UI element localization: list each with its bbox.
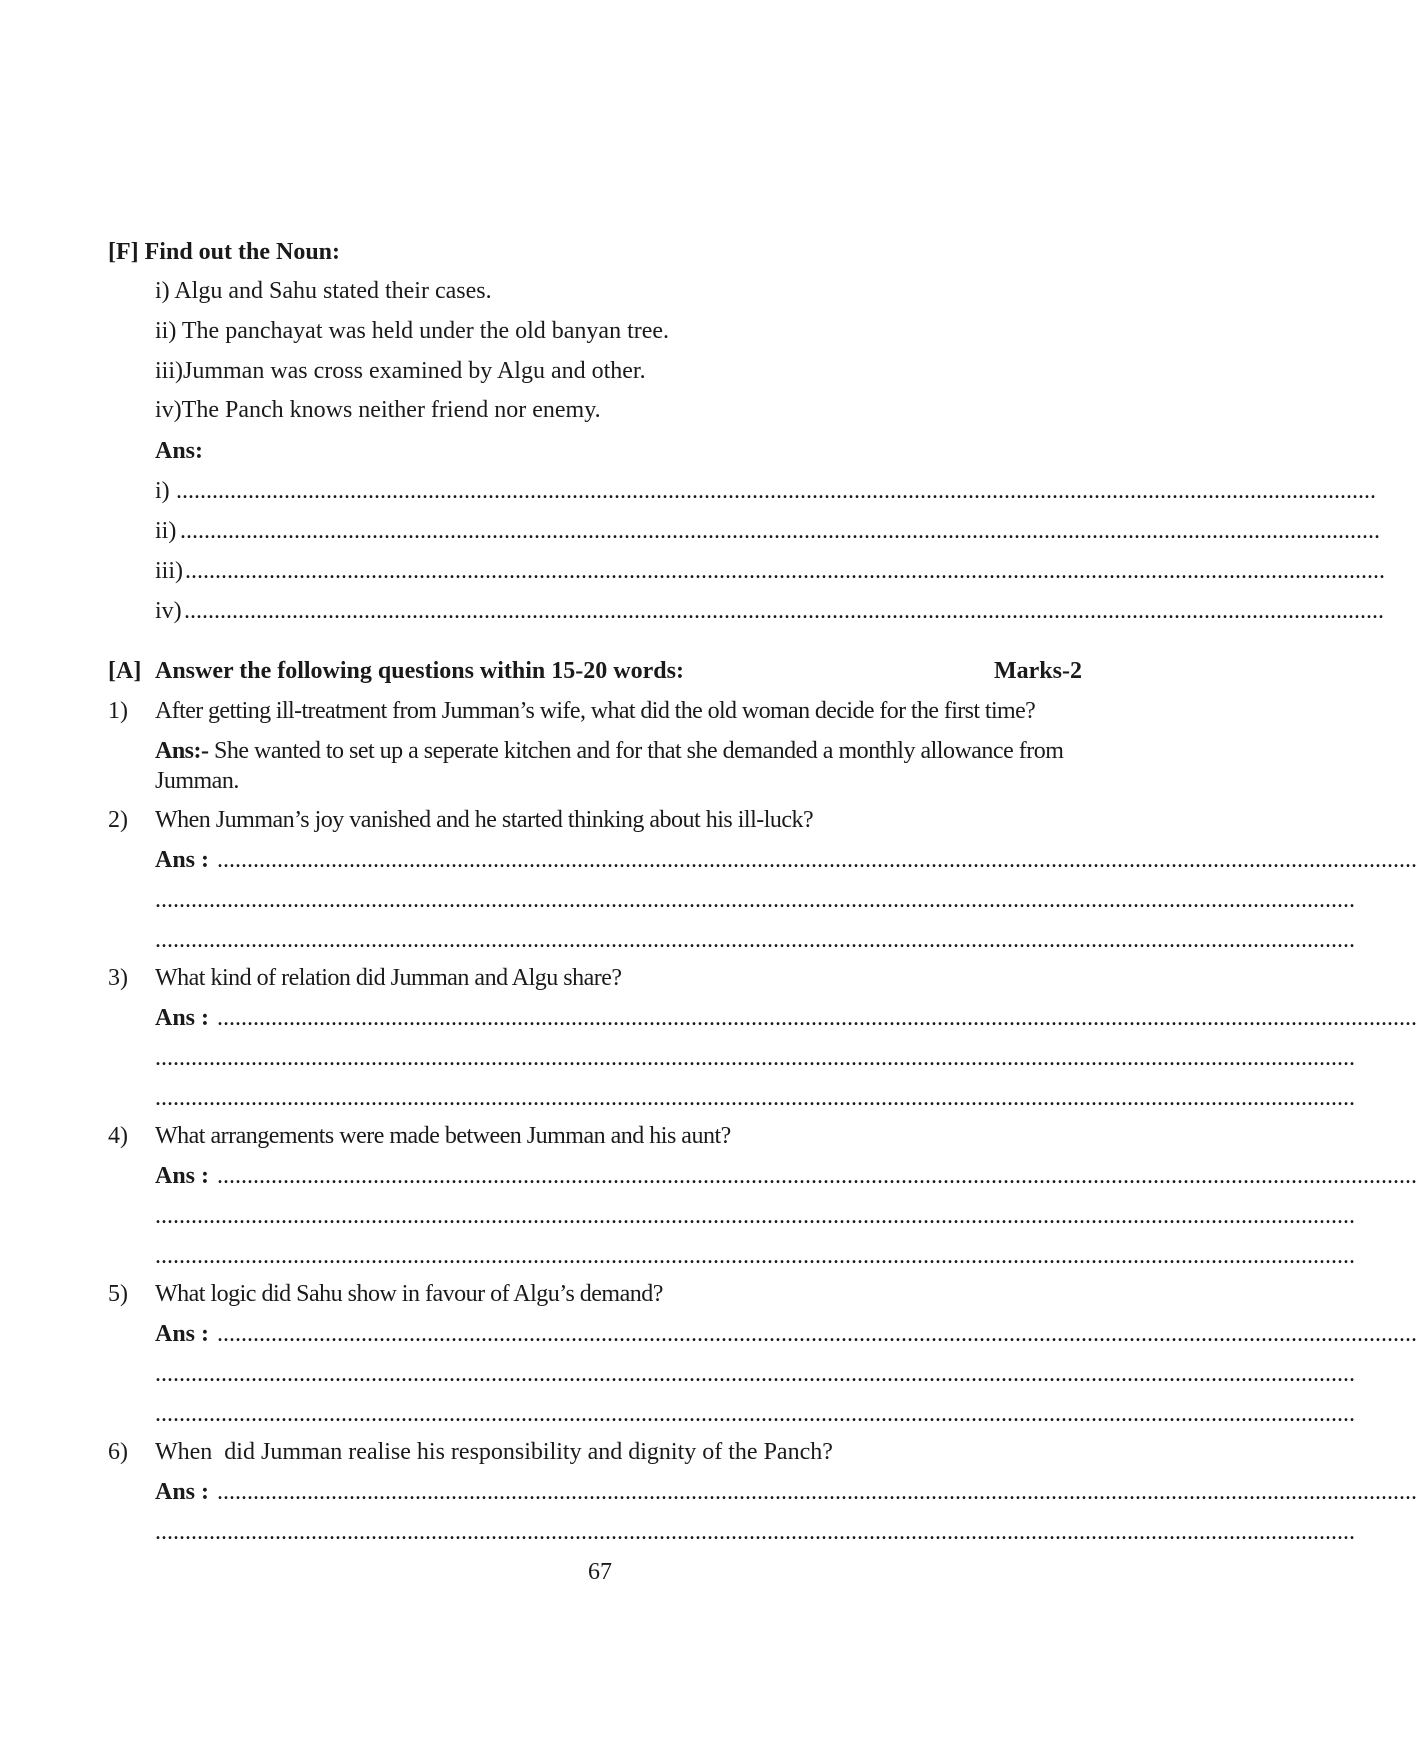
answer-prefix: ii): [155, 518, 177, 544]
answer-blank-line[interactable]: ........................................................................................................................................................................................................: [217, 1321, 1417, 1347]
answer-blank-line[interactable]: ........................................................................................................................................................................................................: [155, 1203, 1355, 1229]
ans-label: Ans :: [155, 1163, 210, 1189]
answer-blank-line[interactable]: ........................................................................................................................................................................................................: [155, 1085, 1355, 1111]
question-text: When did Jumman realise his responsibility and dignity of the Panch?: [155, 1439, 833, 1465]
answer-blank-line[interactable]: ........................................................................................................................................................................................................: [217, 847, 1417, 873]
ans-label: Ans:-: [155, 738, 209, 764]
section-f-heading: [F] Find out the Noun:: [108, 239, 341, 265]
answer-blank-line[interactable]: ........................................................................................................................................................................................................: [155, 1401, 1355, 1427]
answer-blank-line[interactable]: ........................................................................................................................................................................................................: [155, 887, 1355, 913]
answer-blank-line[interactable]: ........................................................................................................................................................................................................: [217, 1163, 1417, 1189]
answer-prefix: iii): [155, 558, 183, 584]
ans-label: Ans :: [155, 1479, 210, 1505]
ans-label: Ans :: [155, 1321, 210, 1347]
answer-line: She wanted to set up a seperate kitchen and for that she demanded a monthly allowance from: [208, 738, 1064, 764]
answer-blank-line[interactable]: ........................................................................................................................................................................................................: [155, 1243, 1355, 1269]
question-text: After getting ill-treatment from Jumman’s wife, what did the old woman decide for the first time?: [155, 698, 1036, 724]
section-a-label: [A]: [108, 658, 142, 684]
question-number: 3): [108, 965, 128, 991]
question-text: What arrangements were made between Jumman and his aunt?: [155, 1123, 731, 1149]
answer-blank-line[interactable]: ........................................................................................................................................................................................................: [184, 598, 1384, 624]
answer-blank-line[interactable]: ........................................................................................................................................................................................................: [217, 1479, 1417, 1505]
answer-blank-line[interactable]: ........................................................................................................................................................................................................: [155, 1045, 1355, 1071]
question-text: What kind of relation did Jumman and Algu share?: [155, 965, 622, 991]
question-number: 6): [108, 1439, 128, 1465]
answer-blank-line[interactable]: ........................................................................................................................................................................................................: [176, 478, 1376, 504]
section-a-heading: Answer the following questions within 15-20 words:: [155, 658, 684, 684]
answer-blank-line[interactable]: ........................................................................................................................................................................................................: [155, 1361, 1355, 1387]
answer-blank-line[interactable]: ........................................................................................................................................................................................................: [155, 1519, 1355, 1545]
answer-blank-line[interactable]: ........................................................................................................................................................................................................: [217, 1005, 1417, 1031]
answer-blank-line[interactable]: ........................................................................................................................................................................................................: [180, 518, 1380, 544]
noun-item: iv)The Panch knows neither friend nor enemy.: [155, 397, 601, 423]
question-number: 5): [108, 1281, 128, 1307]
question-number: 1): [108, 698, 128, 724]
noun-item: iii)Jumman was cross examined by Algu and other.: [155, 358, 646, 384]
noun-item: ii) The panchayat was held under the old banyan tree.: [155, 318, 670, 344]
answer-blank-line[interactable]: ........................................................................................................................................................................................................: [155, 927, 1355, 953]
answer-text: [155, 736, 1063, 766]
ans-label: Ans :: [155, 847, 210, 873]
noun-item: i) Algu and Sahu stated their cases.: [155, 278, 492, 304]
question-number: 4): [108, 1123, 128, 1149]
question-number: 2): [108, 807, 128, 833]
answer-line: Jumman.: [155, 768, 239, 794]
answer-prefix: iv): [155, 598, 182, 624]
answer-prefix: i): [155, 478, 170, 504]
ans-label: Ans :: [155, 1005, 210, 1031]
question-text: What logic did Sahu show in favour of Algu’s demand?: [155, 1281, 663, 1307]
question-text: When Jumman’s joy vanished and he started thinking about his ill-luck?: [155, 807, 814, 833]
page-number: 67: [588, 1559, 612, 1585]
marks-label: Marks-2: [994, 658, 1082, 684]
ans-label: Ans:: [155, 438, 204, 464]
answer-blank-line[interactable]: ........................................................................................................................................................................................................: [185, 558, 1385, 584]
